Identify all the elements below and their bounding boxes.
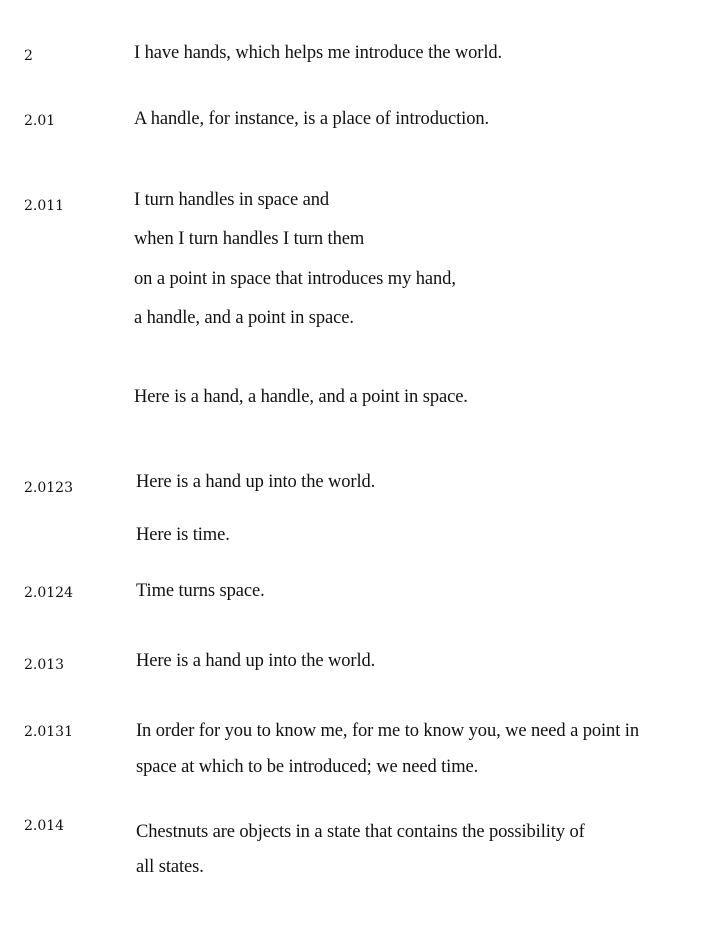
proposition-line: Here is a hand, a handle, and a point in space. — [134, 387, 468, 407]
proposition-line: Here is a hand up into the world. — [136, 472, 376, 492]
proposition-number: 2.0124 — [24, 585, 73, 601]
proposition-line: Time turns space. — [136, 581, 265, 601]
proposition-line: Here is a hand up into the world. — [136, 651, 376, 671]
proposition-line: all states. — [136, 857, 204, 877]
proposition-line: I have hands, which helps me introduce the world. — [134, 43, 503, 63]
proposition-number: 2.0131 — [24, 724, 73, 740]
proposition-line: space at which to be introduced; we need time. — [136, 757, 479, 777]
proposition-line: on a point in space that introduces my hand, — [134, 269, 456, 289]
proposition-number: 2.014 — [24, 818, 65, 834]
proposition-number: 2.013 — [24, 657, 65, 673]
proposition-number: 2.0123 — [24, 480, 73, 496]
proposition-number: 2.011 — [24, 198, 65, 214]
proposition-number: 2.01 — [24, 113, 56, 129]
proposition-line: Chestnuts are objects in a state that contains the possibility of — [136, 822, 585, 842]
proposition-line: Here is time. — [136, 525, 230, 545]
proposition-number: 2 — [24, 48, 33, 64]
proposition-line: A handle, for instance, is a place of introduction. — [134, 109, 490, 129]
proposition-line: when I turn handles I turn them — [134, 229, 365, 249]
proposition-line: In order for you to know me, for me to know you, we need a point in — [136, 721, 639, 741]
proposition-line: I turn handles in space and — [134, 190, 330, 210]
proposition-line: a handle, and a point in space. — [134, 308, 354, 328]
